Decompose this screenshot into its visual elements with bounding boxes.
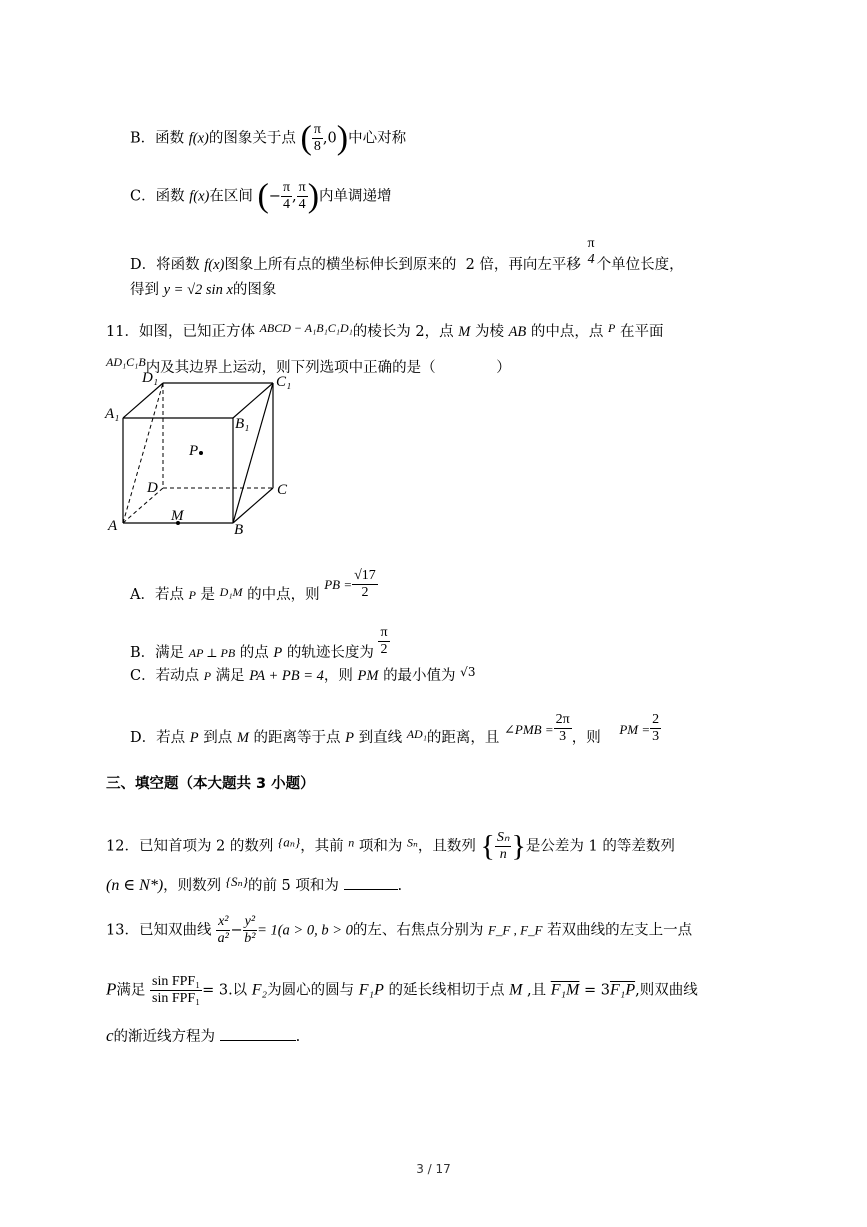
q10c-d1: 4	[282, 197, 290, 212]
q10d-frac	[586, 236, 597, 268]
label-M: M	[171, 508, 184, 524]
q10b-pt-tail: ,0	[322, 130, 337, 147]
q10c-prefix: C．函数	[130, 188, 185, 205]
q13-mid5: ,且	[527, 982, 547, 999]
q12-line2-mid: ，则数列	[163, 878, 222, 894]
q10-option-c: C．函数 f(x)在区间 (− $\frac{\pi}{4}$ , $\frac{\pi}{4}$ )内单调递增	[130, 177, 392, 215]
q11b-pre: B．满足	[130, 645, 185, 661]
q10c-rparen: )	[307, 177, 320, 215]
q13-f1p: F₁P	[358, 981, 384, 999]
q13-p: P	[106, 979, 117, 999]
q10-option-b	[130, 119, 407, 157]
label-C1: C₁	[276, 374, 292, 390]
q13-line1: 13．已知双曲线 $\frac{\text{x²}}{\text{a²}}$ − $\frac{\text{y²}}{\text{b²}}$ = 1(a > 0, b > 0的左、右焦点分别为 F_F , F_F 若双曲线的左支上一点	[106, 914, 693, 946]
q11d-afrac	[554, 712, 572, 745]
q11-m: M	[458, 324, 471, 340]
q11d-p2: P	[345, 730, 354, 746]
q13-xfrac	[216, 914, 230, 947]
q11d-mid2: 的距离等于点	[253, 730, 341, 746]
q10b-suffix: 中心对称	[348, 130, 407, 147]
q10c-frac1	[281, 180, 292, 213]
q10d-line2-suf: 的图象	[232, 282, 277, 298]
q11-cube: ABCD − A₁B₁C₁D₁	[259, 321, 353, 335]
q13-a2: a²	[217, 931, 229, 946]
q13-m: M	[509, 981, 523, 999]
q10-option-d	[130, 236, 684, 275]
label-B1: B₁	[235, 416, 250, 432]
q11a-seg: D₁M	[219, 585, 243, 599]
q12-pre: 12．已知首项为 2 的数列	[106, 838, 274, 855]
q11-stem2: 内及其边界上运动，则下列选项中正确的是（	[145, 360, 436, 376]
q11c-val: √3	[460, 665, 476, 679]
q10c-n1: π	[282, 180, 291, 195]
q11d-num: 2	[652, 712, 660, 727]
q11d-pre: D．若点	[130, 730, 186, 746]
q11a-den: 2	[361, 585, 369, 600]
q11-option-a	[130, 568, 378, 605]
q12-seq2: {Sₙ}	[225, 874, 248, 889]
q11d-lhs: PM =	[619, 722, 651, 737]
q11-option-c	[130, 662, 475, 686]
label-D1: D₁	[142, 370, 159, 386]
q13-vec1: F₁M	[550, 981, 580, 999]
q10c-n2: π	[298, 180, 306, 195]
q11a-p: P	[188, 588, 196, 602]
q13-sinfrac	[150, 974, 202, 1007]
q13-mid: 的左、右焦点分别为	[352, 922, 484, 939]
q13-seq: = 3	[202, 982, 229, 999]
q11d-anum: 2π	[555, 712, 570, 727]
q11d-line: AD₁	[406, 727, 427, 741]
q12-num: Sₙ	[496, 830, 510, 845]
q11d-mid4: 的距离，且	[426, 730, 500, 746]
q12-n: n	[348, 835, 355, 850]
q11a-mid2: 的中点，则	[247, 587, 320, 603]
q10b-frac	[312, 122, 323, 155]
q13-eq-tail: = 1(a > 0, b > 0	[257, 922, 353, 939]
q11-ab: AB	[508, 324, 527, 340]
label-A1: A₁	[105, 406, 120, 422]
q11d-angle: ∠PMB =	[504, 722, 554, 737]
q10d-prefix: D．将函数	[130, 257, 200, 273]
q13-line2	[106, 974, 698, 1007]
q13-f2: F₂	[251, 981, 268, 999]
q13-answer-blank[interactable]	[220, 1028, 296, 1041]
q11a-mid: 是	[200, 587, 216, 603]
q13-line3	[106, 1026, 300, 1047]
q11b-num: π	[380, 625, 388, 640]
q12-sn: Sₙ	[407, 835, 418, 850]
q10b-den: 8	[313, 139, 321, 154]
q11-stem-mid2: 为棱	[474, 324, 504, 340]
q10b-fx: f(x)	[188, 130, 209, 147]
q12-lbrace: {	[480, 829, 495, 863]
q12-line1	[106, 830, 675, 863]
q12-suf: 是公差为 1 的等差数列	[525, 838, 675, 855]
q13-mid4: 的延长线相切于点	[388, 982, 505, 999]
q13-yfrac	[243, 914, 257, 947]
q10d-mid: 图象上所有点的横坐标伸长到原来的	[224, 257, 457, 273]
q10b-lparen: (	[300, 119, 312, 157]
q10d-fx: f(x)	[204, 257, 225, 273]
q12-line2	[106, 872, 402, 896]
page-number: 3 / 17	[416, 1162, 451, 1176]
label-P: P	[189, 443, 199, 459]
q12-den: n	[499, 847, 507, 862]
q12-cond: (n ∈ N*)	[106, 877, 164, 894]
q13-snum: sin FPF₁	[152, 974, 201, 989]
q11-option-d	[130, 712, 661, 748]
q13-suf: 若双曲线的左支上一点	[547, 922, 693, 939]
q11a-lhs: PB =	[324, 577, 353, 592]
q10d-formula: y = √2 sin x	[163, 282, 233, 298]
edge-B1-C1	[233, 383, 273, 418]
q12-mid3: ，且数列	[417, 838, 476, 855]
q11-stem-mid3: 的中点，点	[530, 324, 604, 340]
q11b-frac	[378, 625, 389, 658]
q11b-suf: 的轨迹长度为	[286, 645, 374, 661]
q13-c: c	[106, 1026, 114, 1045]
q13-veceq: = 3	[584, 982, 610, 999]
q13-mid3: 为圆心的圆与	[267, 982, 355, 999]
q11d-mid: 到点	[203, 730, 233, 746]
q12-mid2: 项和为	[358, 838, 403, 855]
q13-suf2: ,则双曲线	[635, 982, 698, 999]
q12-line2-suf: 的前 5 项和为	[247, 878, 339, 894]
q12-mid: ，其前	[300, 838, 344, 855]
q12-frac	[495, 830, 512, 863]
q10b-mid: 的图象关于点	[208, 130, 296, 147]
q11c-pre: C．若动点	[130, 668, 200, 684]
q11d-den: 3	[652, 729, 660, 744]
edge-A1-D1	[123, 383, 163, 418]
q11a-pre: A．若点	[130, 587, 184, 603]
q11d-mid5: ，则	[571, 730, 601, 746]
q10b-rparen: )	[336, 119, 349, 157]
q10b-prefix: B．函数	[130, 130, 185, 147]
label-C: C	[277, 482, 288, 498]
q13-sden: sin FPF₁	[152, 991, 201, 1006]
diag-B-C1	[233, 383, 273, 523]
q11d-m: M	[236, 730, 249, 746]
label-B: B	[234, 522, 244, 536]
q13-line3-text: 的渐近线方程为	[113, 1029, 216, 1045]
q11-stem-mid: 的棱长为 2，点	[352, 324, 454, 340]
q13-vec2: F₁P	[609, 981, 636, 999]
q11d-mid3: 到直线	[358, 730, 403, 746]
q10c-lparen: (	[257, 177, 269, 215]
q11c-cond: PA + PB = 4	[249, 668, 324, 684]
q10c-d2: 4	[298, 197, 306, 212]
q12-answer-blank[interactable]	[344, 877, 398, 890]
q11c-pm: PM	[357, 668, 379, 684]
q12-rbrace: }	[511, 829, 526, 863]
q10-option-d-line2	[130, 280, 276, 300]
q13-satisfy: 满足	[116, 982, 146, 999]
q11-stem-suf: 在平面	[619, 324, 664, 340]
q11c-suf: 的最小值为	[383, 668, 456, 684]
q10c-suffix: 内单调递增	[319, 188, 392, 205]
q10d-line2-pre: 得到	[130, 282, 159, 298]
q10d-num: π	[587, 236, 595, 251]
q11-stem-line1	[106, 318, 663, 342]
q11b-den: 2	[380, 642, 388, 657]
q11b-p: P	[273, 645, 283, 661]
q10c-fx: f(x)	[189, 188, 210, 205]
q13-x2: x²	[218, 914, 229, 929]
q11-option-b	[130, 625, 390, 663]
q10c-mid: 在区间	[209, 188, 253, 205]
q12-end: .	[397, 878, 403, 894]
q11b-cond: AP ⊥ PB	[188, 646, 236, 660]
q11d-frac	[650, 712, 661, 745]
q13-mid2: .以	[228, 982, 248, 999]
cube-figure	[100, 366, 300, 536]
q12-seq: {aₙ}	[278, 834, 301, 850]
q13-b2: b²	[244, 931, 256, 946]
q11-stem-pre: 11．如图，已知正方体	[106, 324, 255, 340]
q11a-num: √17	[354, 568, 376, 583]
q11-plane: AD₁C₁B	[106, 355, 146, 369]
q13-foci: F_F , F_F	[487, 922, 543, 938]
q11b-mid: 的点	[239, 645, 269, 661]
q13-y2: y²	[244, 914, 256, 929]
point-P	[199, 451, 203, 455]
label-D: D	[147, 480, 158, 496]
q11d-aden: 3	[559, 729, 567, 744]
q10b-num: π	[313, 122, 321, 137]
q13-pre: 13．已知双曲线	[106, 922, 212, 939]
q11d-p: P	[189, 730, 199, 746]
q13-end: .	[295, 1029, 301, 1045]
q10c-minus: −	[268, 188, 281, 205]
q11c-mid2: ，则	[323, 668, 353, 684]
label-A: A	[108, 518, 118, 534]
q11-p: P	[608, 321, 616, 335]
edge-B-C	[233, 488, 273, 523]
q11-close: ）	[496, 360, 511, 376]
section-heading: 三、填空题（本大题共 3 小题）	[106, 776, 315, 792]
q10d-times: 2 倍，再向左平移	[465, 257, 581, 273]
diag-A-D1	[123, 383, 163, 523]
q10d-den: 4	[587, 252, 595, 267]
q11c-p: P	[203, 669, 212, 683]
q10c-frac2	[297, 180, 308, 213]
q10d-suffix: 个单位长度，	[596, 257, 684, 273]
q11a-frac	[352, 568, 378, 601]
q11c-mid: 满足	[215, 668, 245, 684]
